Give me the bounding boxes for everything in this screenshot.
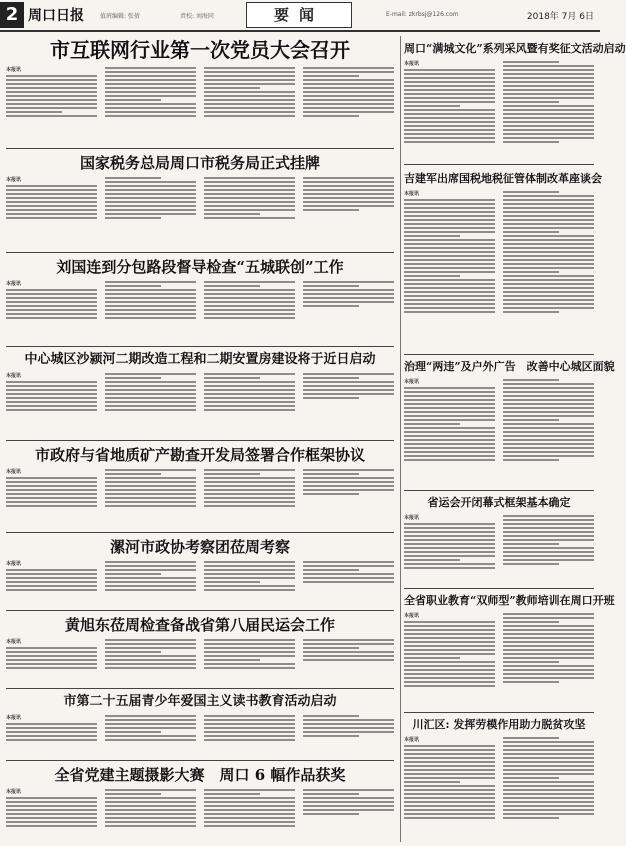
headline: 周口“满城文化”系列采风暨有奖征文活动启动: [404, 42, 626, 55]
article-a9: [6, 764, 394, 842]
page-number: 2: [0, 2, 24, 28]
article-body: [404, 737, 594, 821]
byline: 本报讯: [6, 715, 22, 721]
headline: 全省职业教育“双师型”教师培训在周口开班: [404, 594, 615, 607]
article-a6: [6, 536, 394, 608]
article-b6: [404, 716, 594, 842]
headline: 省运会开闭幕式框架基本确定: [427, 496, 571, 509]
article-body: [6, 715, 394, 742]
article-a5: [6, 444, 394, 530]
divider: [6, 688, 394, 689]
article-body: [6, 177, 394, 219]
article-body: [6, 789, 394, 827]
proof-editor: 责校: 刘海同: [180, 13, 214, 20]
byline: 本报讯: [6, 789, 22, 795]
byline: 本报讯: [6, 639, 22, 645]
divider: [6, 252, 394, 253]
section-title: 要闻: [246, 2, 352, 28]
article-a1: [6, 36, 394, 146]
article-a4: [6, 350, 394, 438]
divider: [6, 532, 394, 533]
divider: [404, 588, 594, 589]
byline: 本报讯: [404, 61, 420, 67]
article-body: [404, 379, 594, 463]
divider: [6, 148, 394, 149]
headline: 市政府与省地质矿产勘查开发局签署合作框架协议: [34, 446, 365, 464]
issue-date: 2018年 7月 6日: [526, 12, 594, 22]
divider: [404, 712, 594, 713]
byline: 本报讯: [404, 737, 420, 743]
article-b4: [404, 494, 594, 586]
article-b1: [404, 40, 626, 160]
headline: 市第二十五届青少年爱国主义读书教育活动启动: [63, 694, 337, 709]
headline: 国家税务总局周口市税务局正式挂牌: [79, 154, 320, 172]
divider: [404, 354, 594, 355]
byline: 本报讯: [6, 281, 22, 287]
article-b5: [404, 592, 615, 710]
divider: [404, 490, 594, 491]
article-body: [6, 373, 394, 411]
article-body: [6, 639, 394, 669]
headline: 漯河市政协考察团莅周考察: [109, 538, 290, 556]
byline: 本报讯: [6, 67, 22, 73]
headline: 川汇区: 发挥劳模作用助力脱贫攻坚: [412, 718, 586, 731]
article-body: [404, 191, 594, 315]
masthead: [0, 0, 600, 32]
headline: 治理“两违”及户外广告 改善中心城区面貌: [404, 360, 615, 373]
paper-name: 周口日报: [28, 8, 84, 24]
article-b3: [404, 358, 615, 490]
divider: [6, 610, 394, 611]
headline: 中心城区沙颍河二期改造工程和二期安置房建设将于近日启动: [24, 352, 376, 367]
article-body: [404, 515, 594, 569]
divider: [6, 760, 394, 761]
divider: [6, 346, 394, 347]
byline: 本报讯: [6, 177, 22, 183]
headline: 刘国连到分包路段督导检查“五城联创”工作: [56, 258, 344, 276]
article-body: [6, 469, 394, 507]
email: E-mail: zkrbsj@126.com: [386, 11, 459, 18]
headline: 吉建军出席国税地税征管体制改革座谈会: [404, 172, 602, 185]
article-a7: [6, 614, 394, 686]
article-body: [6, 281, 394, 319]
byline: 本报讯: [404, 191, 420, 197]
byline: 本报讯: [6, 373, 22, 379]
headline: 市互联网行业第一次党员大会召开: [50, 38, 350, 62]
headline: 全省党建主题摄影大赛 周口 6 幅作品获奖: [54, 766, 346, 784]
byline: 本报讯: [6, 561, 22, 567]
byline: 本报讯: [404, 613, 420, 619]
article-a2: [6, 152, 394, 250]
byline: 本报讯: [6, 469, 22, 475]
byline: 本报讯: [404, 379, 420, 385]
headline: 黄旭东莅周检查备战省第八届民运会工作: [64, 616, 335, 634]
article-b2: [404, 170, 602, 350]
divider: [404, 164, 594, 165]
article-body: [404, 61, 594, 145]
edition-editor: 值班编辑: 张倩: [100, 13, 140, 20]
article-body: [6, 561, 394, 591]
byline: 本报讯: [404, 515, 420, 521]
article-body: [404, 613, 594, 687]
divider: [6, 440, 394, 441]
article-a3: [6, 256, 394, 344]
article-a8: [6, 692, 394, 758]
article-body: [6, 67, 394, 119]
